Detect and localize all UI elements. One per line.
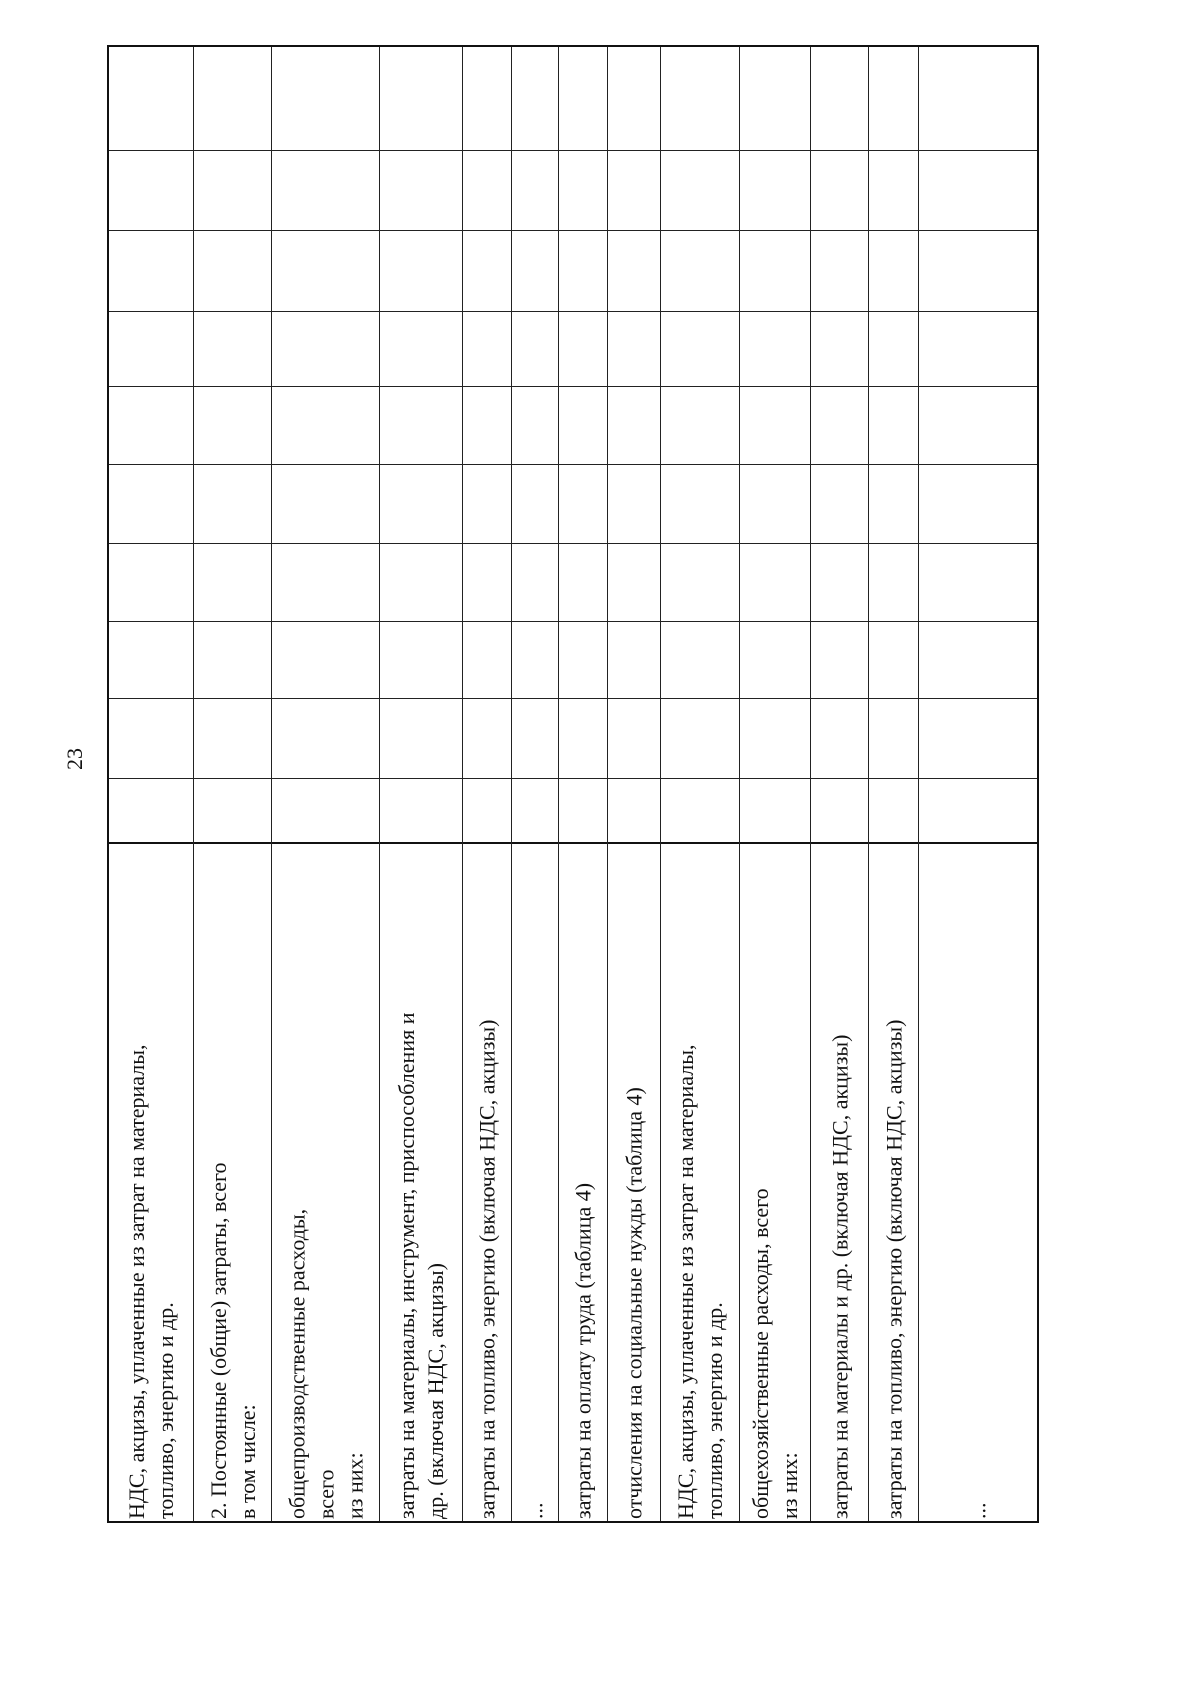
- row-label: [282, 847, 369, 1519]
- value-cells: [869, 47, 918, 842]
- cell-divider: [380, 543, 462, 544]
- cell-divider: [869, 621, 918, 622]
- cell-divider: [661, 311, 739, 312]
- table-row: [607, 47, 660, 1521]
- cell-divider: [919, 543, 1037, 544]
- cell-divider: [272, 464, 379, 465]
- cell-divider: [559, 230, 607, 231]
- cell-divider: [512, 698, 558, 699]
- cell-divider: [194, 621, 271, 622]
- cell-divider: [272, 621, 379, 622]
- cell-divider: [559, 150, 607, 151]
- row-label-line: общехозяйственные расходы, всего: [748, 1188, 773, 1519]
- cell-divider: [811, 621, 868, 622]
- row-label-line: ...: [522, 1502, 548, 1519]
- cell-divider: [512, 464, 558, 465]
- cell-divider: [272, 778, 379, 779]
- cell-divider: [740, 230, 810, 231]
- cell-divider: [194, 386, 271, 387]
- cell-divider: [608, 464, 660, 465]
- cell-divider: [608, 386, 660, 387]
- row-label: [671, 847, 729, 1519]
- cell-divider: [869, 464, 918, 465]
- cell-divider: [194, 230, 271, 231]
- cell-divider: [559, 621, 607, 622]
- cell-divider: [463, 621, 511, 622]
- value-cells: [194, 47, 271, 842]
- label-divider: [109, 842, 193, 844]
- cell-divider: [463, 543, 511, 544]
- cell-divider: [380, 621, 462, 622]
- cell-divider: [919, 778, 1037, 779]
- row-label: [521, 847, 550, 1519]
- cell-divider: [512, 621, 558, 622]
- row-label-line: затраты на оплату труда (таблица 4): [570, 1182, 596, 1519]
- label-divider: [869, 842, 918, 844]
- cell-divider: [559, 311, 607, 312]
- row-label-line: в том числе:: [234, 1404, 260, 1519]
- label-divider: [194, 842, 271, 844]
- table-row: [109, 47, 193, 1521]
- cell-divider: [109, 230, 193, 231]
- table-row: [271, 47, 379, 1521]
- cell-divider: [869, 230, 918, 231]
- cell-divider: [559, 386, 607, 387]
- cell-divider: [194, 543, 271, 544]
- cell-divider: [380, 230, 462, 231]
- cell-divider: [869, 543, 918, 544]
- label-divider: [380, 842, 462, 844]
- cell-divider: [740, 311, 810, 312]
- row-label-line: НДС, акцизы, уплаченные из затрат на материалы,: [673, 1044, 698, 1519]
- cell-divider: [811, 778, 868, 779]
- cell-divider: [661, 230, 739, 231]
- cell-divider: [380, 386, 462, 387]
- cell-divider: [919, 311, 1037, 312]
- cell-divider: [608, 621, 660, 622]
- table-row: [379, 47, 462, 1521]
- row-label: [122, 847, 180, 1519]
- cell-divider: [740, 698, 810, 699]
- cell-divider: [608, 230, 660, 231]
- value-cells: [463, 47, 511, 842]
- row-label-line: затраты на топливо, энергию (включая НДС, акцизы): [474, 1019, 500, 1519]
- cell-divider: [661, 543, 739, 544]
- cell-divider: [661, 150, 739, 151]
- value-cells: [109, 47, 193, 842]
- label-divider: [559, 842, 607, 844]
- cell-divider: [559, 698, 607, 699]
- cell-divider: [463, 778, 511, 779]
- value-cells: [608, 47, 660, 842]
- cell-divider: [811, 543, 868, 544]
- row-label: [204, 847, 262, 1519]
- label-divider: [740, 842, 810, 844]
- value-cells: [272, 47, 379, 842]
- cell-divider: [512, 230, 558, 231]
- page-number: 23: [62, 748, 87, 770]
- row-label: [392, 847, 450, 1519]
- cell-divider: [811, 311, 868, 312]
- label-divider: [512, 842, 558, 844]
- cell-divider: [512, 150, 558, 151]
- cell-divider: [740, 150, 810, 151]
- cell-divider: [194, 150, 271, 151]
- row-label-line: затраты на материалы и др. (включая НДС, акцизы): [827, 1034, 852, 1519]
- table-row: [511, 47, 558, 1521]
- cell-divider: [661, 778, 739, 779]
- cell-divider: [463, 386, 511, 387]
- cell-divider: [559, 778, 607, 779]
- row-label-line: др. (включая НДС, акцизы): [423, 1263, 448, 1519]
- cell-divider: [109, 464, 193, 465]
- cell-divider: [272, 150, 379, 151]
- cell-divider: [811, 150, 868, 151]
- cell-divider: [919, 230, 1037, 231]
- value-cells: [559, 47, 607, 842]
- row-label: [569, 847, 598, 1519]
- cell-divider: [811, 698, 868, 699]
- table-row: [660, 47, 739, 1521]
- label-divider: [272, 842, 379, 844]
- cell-divider: [272, 386, 379, 387]
- value-cells: [919, 47, 1037, 842]
- cell-divider: [661, 464, 739, 465]
- label-divider: [661, 842, 739, 844]
- cell-divider: [869, 311, 918, 312]
- cell-divider: [661, 621, 739, 622]
- cell-divider: [740, 464, 810, 465]
- cell-divider: [463, 150, 511, 151]
- row-label-line: общепроизводственные расходы,: [284, 1208, 309, 1519]
- cell-divider: [740, 386, 810, 387]
- cost-table: [107, 45, 1039, 1523]
- cell-divider: [109, 311, 193, 312]
- cell-divider: [194, 311, 271, 312]
- row-label: [620, 847, 649, 1519]
- label-divider: [608, 842, 660, 844]
- row-label: [825, 847, 854, 1519]
- row-label: [964, 847, 993, 1519]
- cell-divider: [194, 698, 271, 699]
- table-row: [193, 47, 271, 1521]
- cell-divider: [740, 778, 810, 779]
- cell-divider: [463, 230, 511, 231]
- cell-divider: [272, 230, 379, 231]
- cell-divider: [272, 311, 379, 312]
- row-label-line: топливо, энергию и др.: [153, 1302, 178, 1519]
- row-label-line: НДС, акцизы, уплаченные из затрат на материалы,: [124, 1044, 149, 1519]
- table-row: [462, 47, 511, 1521]
- cell-divider: [661, 386, 739, 387]
- row-label-line: топливо, энергию и др.: [702, 1302, 727, 1519]
- cell-divider: [109, 778, 193, 779]
- value-cells: [811, 47, 868, 842]
- row-label-line: отчисления на социальные нужды (таблица 4): [621, 1087, 647, 1519]
- cell-divider: [194, 778, 271, 779]
- cell-divider: [272, 698, 379, 699]
- cell-divider: [463, 311, 511, 312]
- cell-divider: [740, 621, 810, 622]
- cell-divider: [559, 543, 607, 544]
- cell-divider: [608, 698, 660, 699]
- cell-divider: [194, 464, 271, 465]
- row-label: [746, 847, 804, 1519]
- value-cells: [661, 47, 739, 842]
- cell-divider: [512, 386, 558, 387]
- cell-divider: [608, 311, 660, 312]
- cell-divider: [919, 150, 1037, 151]
- table-row: [868, 47, 918, 1521]
- cell-divider: [869, 150, 918, 151]
- table-row: [918, 47, 1037, 1521]
- cell-divider: [512, 311, 558, 312]
- cell-divider: [380, 150, 462, 151]
- table-row: [739, 47, 810, 1521]
- cell-divider: [740, 543, 810, 544]
- cell-divider: [811, 386, 868, 387]
- row-label-line: 2. Постоянные (общие) затраты, всего: [205, 1162, 231, 1519]
- cell-divider: [109, 698, 193, 699]
- cell-divider: [380, 698, 462, 699]
- table-row: [558, 47, 607, 1521]
- cell-divider: [463, 698, 511, 699]
- row-label-line: затраты на материалы, инструмент, приспособления и: [394, 1012, 419, 1519]
- cell-divider: [380, 464, 462, 465]
- cell-divider: [463, 464, 511, 465]
- cell-divider: [811, 464, 868, 465]
- cell-divider: [380, 778, 462, 779]
- label-divider: [463, 842, 511, 844]
- cell-divider: [919, 386, 1037, 387]
- cell-divider: [608, 150, 660, 151]
- cell-divider: [109, 543, 193, 544]
- cell-divider: [661, 698, 739, 699]
- cell-divider: [512, 543, 558, 544]
- row-label-line: ...: [965, 1502, 991, 1519]
- cell-divider: [109, 150, 193, 151]
- cell-divider: [608, 543, 660, 544]
- cell-divider: [559, 464, 607, 465]
- row-label: [879, 847, 908, 1519]
- row-label: [473, 847, 502, 1519]
- row-label-line: затраты на топливо, энергию (включая НДС, акцизы): [881, 1019, 906, 1519]
- value-cells: [380, 47, 462, 842]
- cell-divider: [919, 464, 1037, 465]
- cell-divider: [109, 621, 193, 622]
- value-cells: [740, 47, 810, 842]
- cell-divider: [869, 778, 918, 779]
- cell-divider: [608, 778, 660, 779]
- cell-divider: [869, 698, 918, 699]
- label-divider: [811, 842, 868, 844]
- cell-divider: [272, 543, 379, 544]
- cell-divider: [869, 386, 918, 387]
- table-row: [810, 47, 868, 1521]
- row-label-line: из них:: [342, 1452, 367, 1519]
- cell-divider: [919, 621, 1037, 622]
- label-divider: [919, 842, 1037, 844]
- row-label-line: всего: [313, 1469, 338, 1519]
- value-cells: [512, 47, 558, 842]
- row-label-line: из них:: [777, 1452, 802, 1519]
- cell-divider: [512, 778, 558, 779]
- cell-divider: [109, 386, 193, 387]
- cell-divider: [380, 311, 462, 312]
- cell-divider: [811, 230, 868, 231]
- cell-divider: [919, 698, 1037, 699]
